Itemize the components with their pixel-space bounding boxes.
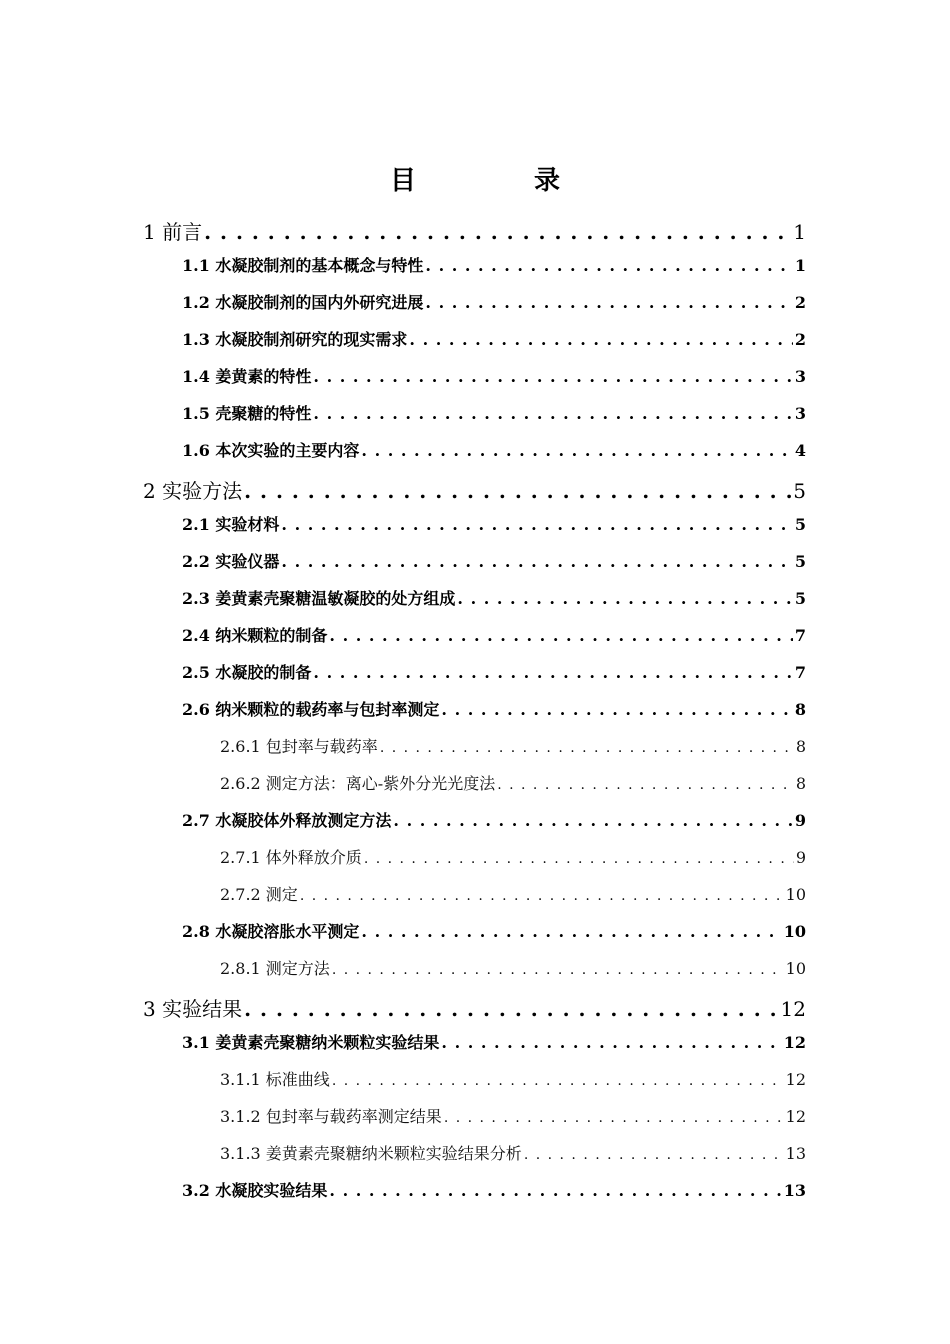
- toc-dot-leader: [380, 740, 794, 756]
- toc-title: 目 录: [389, 166, 606, 196]
- toc-entry-label: 1.5 壳聚糖的特性: [182, 404, 312, 423]
- toc-entry[interactable]: [182, 1178, 806, 1201]
- toc-entry[interactable]: [182, 697, 806, 720]
- toc-entry-label: 1.3 水凝胶制剂研究的现实需求: [182, 330, 408, 349]
- toc-entry[interactable]: [182, 438, 806, 461]
- toc-dot-leader: [244, 997, 778, 1021]
- toc-dot-leader: [300, 888, 784, 904]
- toc-page-number: 2: [794, 330, 806, 349]
- toc-dot-leader: [313, 663, 792, 682]
- toc-entry[interactable]: [182, 919, 806, 942]
- toc-dot-leader: [444, 1110, 784, 1126]
- toc-dot-leader: [329, 1181, 781, 1200]
- toc-page-number: 12: [785, 1070, 806, 1089]
- toc-entry[interactable]: [143, 993, 806, 1022]
- toc-entry-label: 1 前言: [143, 220, 203, 244]
- toc-dot-leader: [361, 922, 781, 941]
- toc-page-number: 12: [783, 1033, 806, 1052]
- toc-entry[interactable]: [220, 734, 806, 757]
- toc-entry-label: 2 实验方法: [143, 479, 243, 503]
- toc-page-number: 3: [794, 404, 806, 423]
- toc-entry[interactable]: [182, 1030, 806, 1053]
- toc-entry[interactable]: [182, 549, 806, 572]
- toc-entry[interactable]: [220, 1067, 806, 1090]
- toc-dot-leader: [332, 1073, 784, 1089]
- toc-page-number: 12: [780, 997, 806, 1021]
- toc-page-number: 3: [794, 367, 806, 386]
- toc-entry-label: 1.2 水凝胶制剂的国内外研究进展: [182, 293, 424, 312]
- toc-page-number: 10: [783, 922, 806, 941]
- toc-entry-label: 3.1.1 标准曲线: [220, 1070, 330, 1089]
- toc-page-number: 12: [785, 1107, 806, 1126]
- toc-page-number: 7: [794, 626, 806, 645]
- toc-entry[interactable]: [220, 771, 806, 794]
- toc-entry[interactable]: [182, 586, 806, 609]
- toc-entry-label: 2.6.1 包封率与载药率: [220, 737, 378, 756]
- toc-page-number: 5: [794, 552, 806, 571]
- toc-entry-label: 2.7.1 体外释放介质: [220, 848, 362, 867]
- toc-entry-label: 3.2 水凝胶实验结果: [182, 1181, 328, 1200]
- toc-page-number: 1: [793, 220, 806, 244]
- toc-dot-leader: [313, 367, 792, 386]
- toc-dot-leader: [441, 1033, 781, 1052]
- toc-page-number: 10: [785, 959, 806, 978]
- toc-page-number: 8: [795, 737, 806, 756]
- toc-dot-leader: [524, 1147, 784, 1163]
- toc-dot-leader: [425, 256, 792, 275]
- toc-page-number: 9: [795, 848, 806, 867]
- toc-entry-label: 2.6 纳米颗粒的载药率与包封率测定: [182, 700, 440, 719]
- toc-entry-label: 3.1.2 包封率与载药率测定结果: [220, 1107, 442, 1126]
- toc-dot-leader: [497, 777, 794, 793]
- toc-entry[interactable]: [182, 364, 806, 387]
- toc-dot-leader: [281, 515, 792, 534]
- toc-entry-label: 2.8 水凝胶溶胀水平测定: [182, 922, 360, 941]
- toc-page-number: 9: [794, 811, 806, 830]
- toc-dot-leader: [204, 220, 791, 244]
- toc-entry[interactable]: [182, 327, 806, 350]
- toc-dot-leader: [393, 811, 792, 830]
- toc-entry-label: 2.7 水凝胶体外释放测定方法: [182, 811, 392, 830]
- toc-dot-leader: [457, 589, 792, 608]
- toc-page-number: 7: [794, 663, 806, 682]
- toc-entry[interactable]: [220, 1104, 806, 1127]
- toc-entry[interactable]: [182, 253, 806, 276]
- toc-dot-leader: [425, 293, 792, 312]
- toc-page-number: 13: [783, 1181, 806, 1200]
- toc-entry[interactable]: [182, 290, 806, 313]
- toc-page-number: 8: [795, 774, 806, 793]
- toc-page-number: 5: [793, 479, 806, 503]
- toc-dot-leader: [281, 552, 792, 571]
- toc-entry[interactable]: [182, 401, 806, 424]
- toc-entry[interactable]: [143, 216, 806, 245]
- toc-page-number: 5: [794, 589, 806, 608]
- toc-entry[interactable]: [220, 845, 806, 868]
- toc-dot-leader: [329, 626, 792, 645]
- toc-entry-label: 2.5 水凝胶的制备: [182, 663, 312, 682]
- toc-dot-leader: [441, 700, 792, 719]
- toc-page-number: 2: [794, 293, 806, 312]
- toc-entry-label: 3.1.3 姜黄素壳聚糖纳米颗粒实验结果分析: [220, 1144, 522, 1163]
- toc-dot-leader: [409, 330, 792, 349]
- toc-entry[interactable]: [220, 956, 806, 979]
- toc-entry-label: 2.2 实验仪器: [182, 552, 280, 571]
- toc-entry[interactable]: [182, 512, 806, 535]
- toc-dot-leader: [332, 962, 784, 978]
- toc-entry[interactable]: [182, 623, 806, 646]
- toc-entry-label: 1.6 本次实验的主要内容: [182, 441, 360, 460]
- toc-page-number: 13: [785, 1144, 806, 1163]
- toc-entry-label: 1.4 姜黄素的特性: [182, 367, 312, 386]
- toc-page-number: 5: [794, 515, 806, 534]
- toc-entry[interactable]: [182, 660, 806, 683]
- toc-page-number: 1: [794, 256, 806, 275]
- toc-dot-leader: [313, 404, 792, 423]
- toc-entry-label: 1.1 水凝胶制剂的基本概念与特性: [182, 256, 424, 275]
- toc-page-number: 4: [794, 441, 806, 460]
- toc-entry-label: 2.7.2 测定: [220, 885, 298, 904]
- toc-dot-leader: [361, 441, 792, 460]
- toc-entry-label: 3.1 姜黄素壳聚糖纳米颗粒实验结果: [182, 1033, 440, 1052]
- toc-dot-leader: [364, 851, 794, 867]
- toc-entry[interactable]: [220, 1141, 806, 1164]
- toc-entry-label: 2.6.2 测定方法：离心-紫外分光光度法: [220, 774, 496, 793]
- toc-entry-label: 2.4 纳米颗粒的制备: [182, 626, 328, 645]
- toc-entry-label: 2.1 实验材料: [182, 515, 280, 534]
- toc-entry[interactable]: [143, 475, 806, 504]
- toc-entry[interactable]: [220, 882, 806, 905]
- toc-entry[interactable]: [182, 808, 806, 831]
- toc-entry-label: 2.8.1 测定方法: [220, 959, 330, 978]
- toc-dot-leader: [244, 479, 791, 503]
- toc-entry-label: 3 实验结果: [143, 997, 243, 1021]
- toc-entry-label: 2.3 姜黄素壳聚糖温敏凝胶的处方组成: [182, 589, 456, 608]
- toc-page-number: 8: [794, 700, 806, 719]
- toc-page-number: 10: [785, 885, 806, 904]
